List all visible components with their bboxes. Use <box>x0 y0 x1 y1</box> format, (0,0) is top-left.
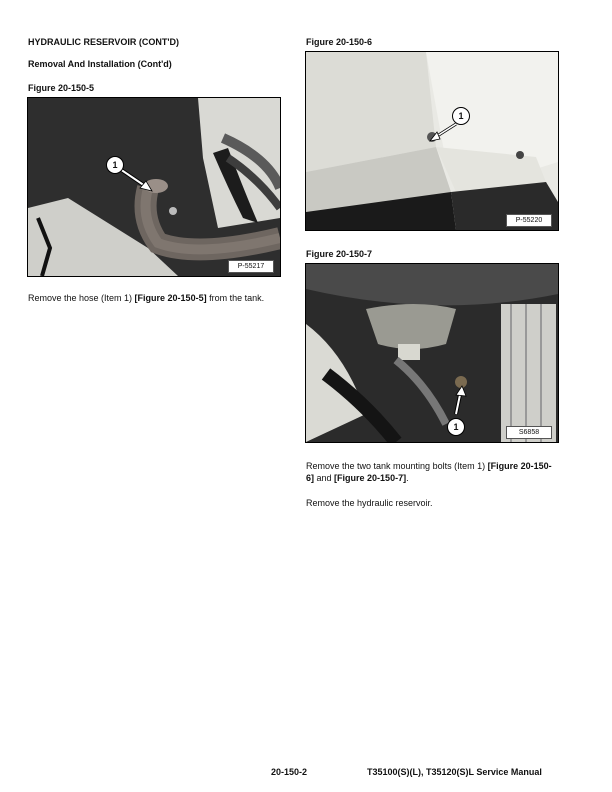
text-span: Remove the hose (Item 1) <box>28 293 135 303</box>
photo-figure-6-illustration <box>306 52 558 230</box>
callout-item-1: 1 <box>452 107 470 125</box>
figure-caption-5: Figure 20-150-5 <box>28 83 95 93</box>
photo-number: P-55217 <box>228 260 274 273</box>
text-span: Remove the two tank mounting bolts (Item 1) <box>306 461 488 471</box>
callout-item-1: 1 <box>447 418 465 436</box>
text-span: and <box>314 473 335 483</box>
figure-caption-7: Figure 20-150-7 <box>306 249 373 259</box>
photo-number: P-55220 <box>506 214 552 227</box>
instruction-remove-bolts <box>306 460 558 484</box>
page-number: 20-150-2 <box>271 767 308 777</box>
photo-number: S6858 <box>506 426 552 439</box>
text-span: from the tank. <box>206 293 265 303</box>
figure-reference: [Figure 20-150-6] <box>306 461 552 483</box>
manual-title: T35100(S)(L), T35120(S)L Service Manual <box>367 767 542 777</box>
photo-figure-5-illustration <box>28 98 280 276</box>
figure-caption-6: Figure 20-150-6 <box>306 37 373 47</box>
instruction-remove-reservoir: Remove the hydraulic reservoir. <box>306 498 433 508</box>
section-subtitle: Removal And Installation (Cont'd) <box>28 59 172 69</box>
photo-figure-6 <box>305 51 559 231</box>
text-span: . <box>406 473 409 483</box>
photo-figure-5 <box>27 97 281 277</box>
photo-figure-7-illustration <box>306 264 558 442</box>
instruction-remove-hose <box>28 292 279 304</box>
section-title: HYDRAULIC RESERVOIR (CONT'D) <box>28 37 179 47</box>
figure-reference: [Figure 20-150-5] <box>134 293 207 303</box>
callout-item-1: 1 <box>106 156 124 174</box>
photo-figure-7 <box>305 263 559 443</box>
figure-reference: [Figure 20-150-7] <box>334 473 407 483</box>
